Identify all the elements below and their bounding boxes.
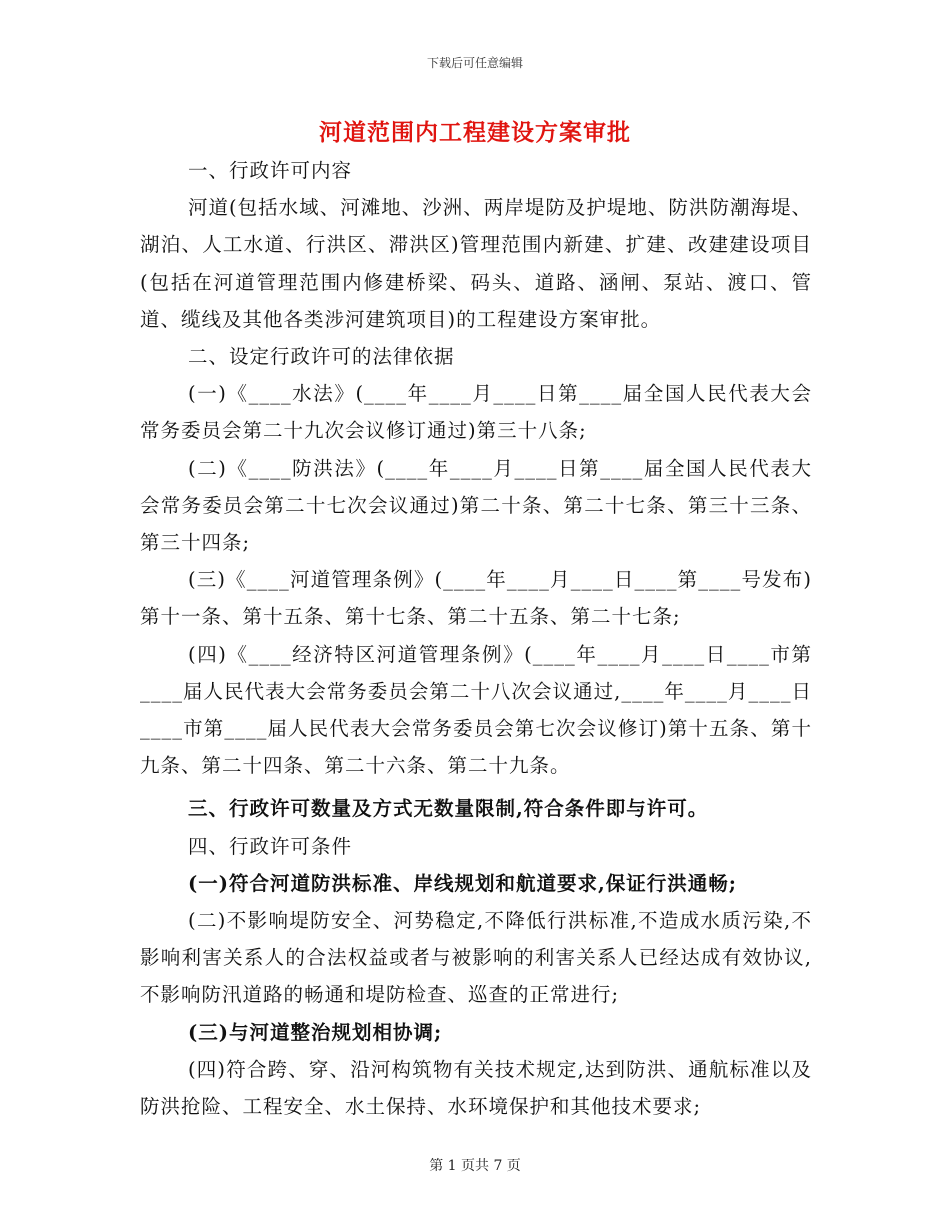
paragraph: (四)符合跨、穿、沿河构筑物有关技术规定,达到防洪、通航标准以及防洪抢险、工程安全、水土保持、水环境保护和其他技术要求; <box>140 1057 812 1119</box>
section-heading-3: 三、行政许可数量及方式无数量限制,符合条件即与许可。 <box>188 797 709 821</box>
paragraph-bold: (一)符合河道防洪标准、岸线规划和航道要求,保证行洪通畅; <box>188 871 737 895</box>
paragraph: (三)《____河道管理条例》(____年____月____日____第____号发布)第十一条、第十五条、第十七条、第二十五条、第二十七条; <box>140 568 812 629</box>
paragraph: (四)《____经济特区河道管理条例》(____年____月____日____市第____届人民代表大会常务委员会第二十八次会议通过,____年____月____日____市第____届人民代表大会常务委员会第七次会议修订)第十五条、第十九条、第二十四条、第二十六条、第二十九条。 <box>140 642 812 778</box>
page-footer: 第 1 页共 7 页 <box>429 1158 521 1174</box>
document-body <box>140 152 812 1125</box>
section-heading-1: 一、行政许可内容 <box>188 159 353 182</box>
paragraph: (二)不影响堤防安全、河势稳定,不降低行洪标准,不造成水质污染,不影响利害关系人的合法权益或者与被影响的利害关系人已经达成有效协议,不影响防汛道路的畅通和堤防检查、巡查的正常进行; <box>140 909 812 1007</box>
paragraph: (二)《____防洪法》(____年____月____日第____届全国人民代表大会常务委员会第二十七次会议通过)第二十条、第二十七条、第三十三条、第三十四条; <box>140 456 812 555</box>
header-note: 下载后可任意编辑 <box>426 56 523 70</box>
paragraph: 河道(包括水域、河滩地、沙洲、两岸堤防及护堤地、防洪防潮海堤、湖泊、人工水道、行洪区、滞洪区)管理范围内新建、扩建、改建建设项目(包括在河道管理范围内修建桥梁、码头、道路、涵闸、泵站、渡口、管道、缆线及其他各类涉河建筑项目)的工程建设方案审批。 <box>140 196 812 331</box>
section-heading-4: 四、行政许可条件 <box>188 834 353 858</box>
paragraph-bold: (三)与河道整治规划相协调; <box>188 1020 443 1044</box>
document-title: 河道范围内工程建设方案审批 <box>319 119 631 146</box>
section-heading-2: 二、设定行政许可的法律依据 <box>188 345 455 369</box>
paragraph: (一)《____水法》(____年____月____日第____届全国人民代表大会常务委员会第二十九次会议修订通过)第三十八条; <box>140 382 812 443</box>
